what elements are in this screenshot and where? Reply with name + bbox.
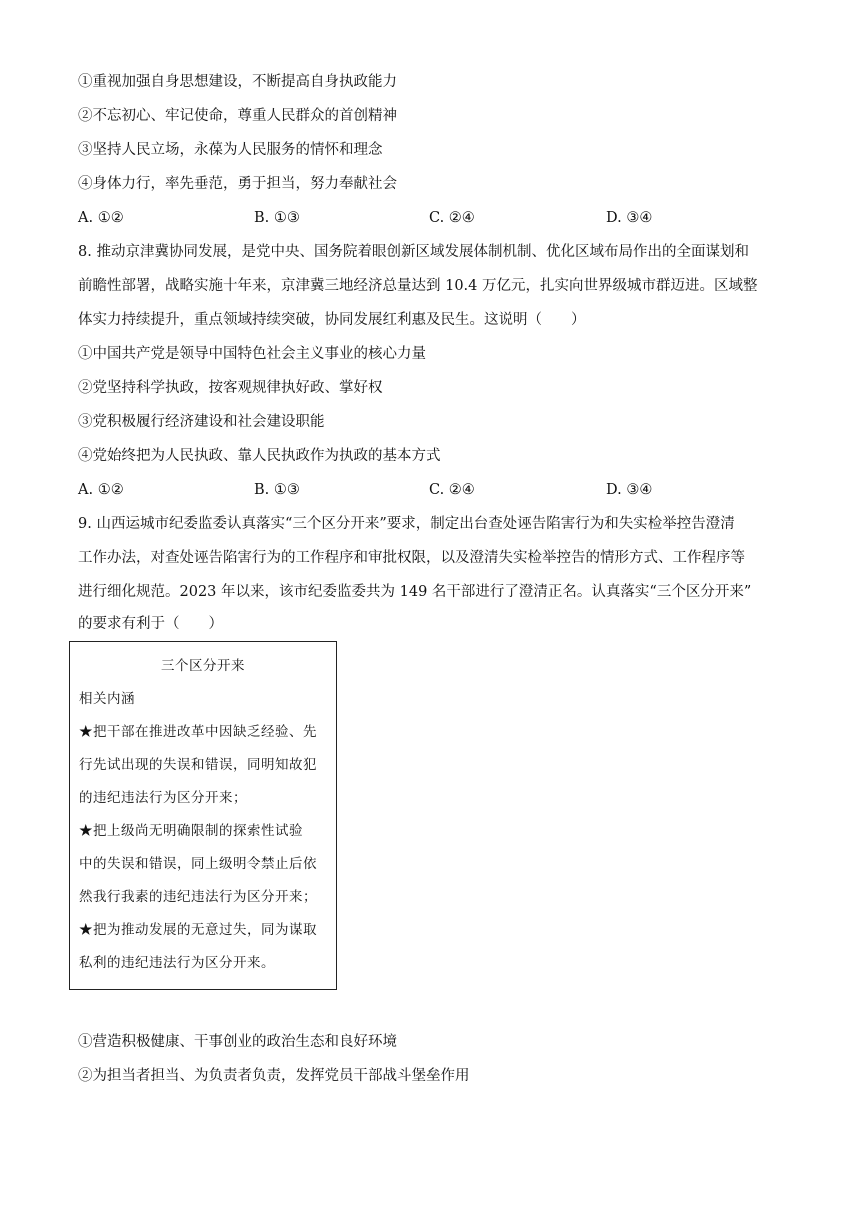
q9-stem-line-1: 9. 山西运城市纪委监委认真落实“三个区分开来”要求，制定出台查处诬告陷害行为和失实检举控告澄清 (78, 516, 735, 532)
q8-item-4: ④党始终把为人民执政、靠人民执政作为执政的基本方式 (78, 448, 441, 464)
q8-item-3: ③党积极履行经济建设和社会建设职能 (78, 414, 325, 430)
q8-stem-line-2: 前瞻性部署，战略实施十年来，京津冀三地经济总量达到 10.4 万亿元，扎实向世界级城市群迈进。区域整 (78, 278, 758, 294)
q9-item-1: ①营造积极健康、干事创业的政治生态和良好环境 (78, 1034, 397, 1050)
box-line-1: ★把干部在推进改革中因缺乏经验、先 (79, 724, 317, 740)
q8-option-c: C. ②④ (429, 482, 475, 498)
q8-item-1: ①中国共产党是领导中国特色社会主义事业的核心力量 (78, 346, 426, 362)
q8-option-b: B. ①③ (254, 482, 300, 498)
box-title: 三个区分开来 (161, 658, 245, 674)
box-line-7: ★把为推动发展的无意过失，同为谋取 (79, 922, 317, 938)
q7-option-a: A. ①② (78, 210, 124, 226)
q7-item-2: ②不忘初心、牢记使命，尊重人民群众的首创精神 (78, 108, 397, 124)
q9-stem-line-4: 的要求有利于（ ） (78, 616, 223, 632)
q7-item-1: ①重视加强自身思想建设，不断提高自身执政能力 (78, 74, 397, 90)
q8-option-d: D. ③④ (606, 482, 653, 498)
box-line-3: 的违纪违法行为区分开来； (79, 790, 247, 806)
q9-stem-line-2: 工作办法，对查处诬告陷害行为的工作程序和审批权限，以及澄清失实检举控告的情形方式、工作程序等 (78, 550, 745, 566)
q7-option-b: B. ①③ (254, 210, 300, 226)
q7-option-d: D. ③④ (606, 210, 653, 226)
box-line-4: ★把上级尚无明确限制的探索性试验 (79, 823, 303, 839)
q8-stem-line-3: 体实力持续提升，重点领域持续突破，协同发展红利惠及民生。这说明（ ） (78, 312, 586, 328)
q7-item-4: ④身体力行，率先垂范，勇于担当，努力奉献社会 (78, 176, 397, 192)
box-line-8: 私利的违纪违法行为区分开来。 (79, 955, 275, 971)
three-distinctions-box (69, 641, 337, 990)
q8-stem-line-1: 8. 推动京津冀协同发展，是党中央、国务院着眼创新区域发展体制机制、优化区域布局作出的全面谋划和 (78, 244, 749, 260)
box-line-6: 然我行我素的违纪违法行为区分开来； (79, 889, 317, 905)
box-line-5: 中的失误和错误，同上级明令禁止后依 (79, 856, 317, 872)
q8-item-2: ②党坚持科学执政，按客观规律执好政、掌好权 (78, 380, 383, 396)
q7-item-3: ③坚持人民立场，永葆为人民服务的情怀和理念 (78, 142, 383, 158)
box-subtitle: 相关内涵 (79, 691, 135, 707)
q7-option-c: C. ②④ (429, 210, 475, 226)
q9-item-2: ②为担当者担当、为负责者负责，发挥党员干部战斗堡垒作用 (78, 1068, 470, 1084)
q9-stem-line-3: 进行细化规范。2023 年以来，该市纪委监委共为 149 名干部进行了澄清正名。认真落实“三个区分开来” (78, 584, 752, 600)
q8-option-a: A. ①② (78, 482, 124, 498)
box-line-2: 行先试出现的失误和错误，同明知故犯 (79, 757, 317, 773)
